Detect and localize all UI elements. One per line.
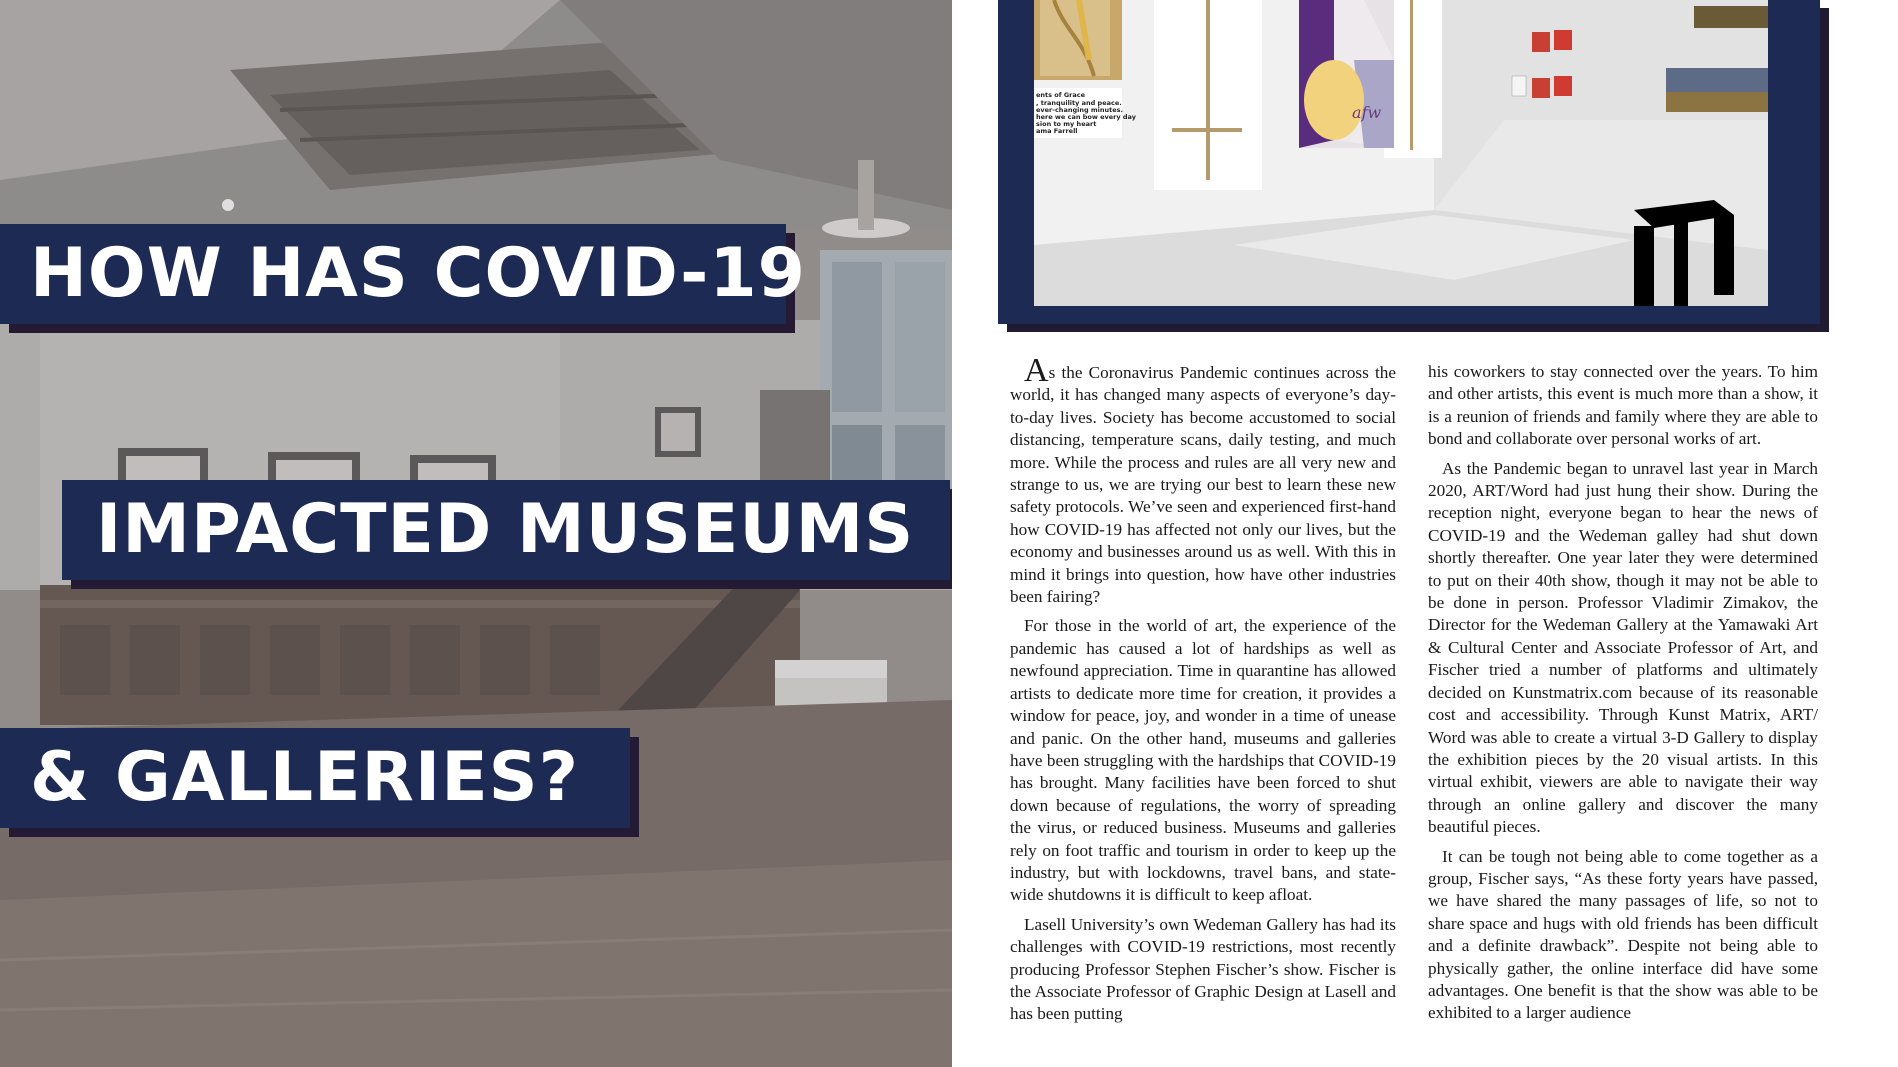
placard-line: , tranquility and peace. <box>1036 99 1122 107</box>
headline-line-3: & GALLERIES? <box>0 728 630 828</box>
article-paragraph: As the Pandemic began to unravel last year in March 2020, ART/Word had just hung their show. During the reception night, everyone began to hear the news of COVID-19 and the Wedeman galley had shut down shortly thereafter. One year later they were determined to put on their 40th show, though it may not be able to be done in person. Professor Vladimir Zimakov, the Director for the Wedeman Gallery at the Yamawaki Art & Cultural Center and Associate Professor of Art, and Fischer tried a number of platforms and ultimately decided on Kunstmatrix.com because of its reasonable cost and accessibility. Through Kunst Matrix, ART/ Word was able to create a virtual 3-D Gallery to display the exhibition pieces by the 20 visual artists. In this virtual exhibit, viewers are able to navigate their way through an online gallery and discover the many beautiful pieces. <box>1428 458 1818 837</box>
article-paragraph: his coworkers to stay connected over the years. To him and other artists, this event is much more than a show, it is a reunion of friends and family where they are able to bond and collaborate over personal works of art. <box>1428 362 1818 449</box>
article-paragraph: It can be tough not being able to come together as a group, Fischer says, “As these forty years have passed, we have shared the many passages of life, so not to share space and hugs with old friends has been difficult and a definite drawback”. Despite not being able to physically gather, the online interface did have some advantages. One benefit is that the show was able to be exhibited to a larger audience <box>1428 846 1818 1023</box>
placard-line: here we can bow every day <box>1036 113 1136 121</box>
article-paragraph: For those in the world of art, the experience of the pandemic has caused a lot of hardships as well as newfound appreciation. Time in quarantine has allowed artists to dedicate more time for creation, it provides a window for peace, joy, and wonder in a time of unease and panic. On the other hand, museums and galleries have been struggling with the hardships that COVID-19 has brought. Many facilities have been forced to shut down because of regulations, the worry of spreading the virus, or reduced business. Museums and galleries rely on foot traffic and tourism in order to keep up the industry, but with lockdowns, travel bans, and state-wide shutdowns it is difficult to keep afloat. <box>1010 616 1396 905</box>
headline-line-1: HOW HAS COVID-19 <box>0 224 786 324</box>
placard-line: ama Farrell <box>1036 127 1078 135</box>
article-paragraph: As the Coronavirus Pandemic continues across the world, it has changed many aspects of everyone’s day-to-day lives. Society has become accustomed to social distancing, temperature scans, daily testing, and much more. While the process and rules are all very new and strange to us, we are trying our best to learn these new safety protocols. We’ve seen and experienced first-hand how COVID-19 has affected not only our lives, but the economy and businesses around us as well. With this in mind it brings into question, how have other industries been fairing? <box>1010 352 1396 607</box>
placard-line: sion to my heart <box>1036 120 1097 128</box>
placard-line: ever-changing minutes. <box>1036 106 1123 114</box>
article-paragraph: Lasell University’s own Wedeman Gallery has had its challenges with COVID-19 restrictions, most recently producing Professor Stephen Fischer’s show. Fischer is the Associate Professor of Graphic Design at Lasell and has been putting <box>1010 914 1396 1024</box>
article-column-2 <box>1428 361 1818 1032</box>
drop-cap: A <box>1024 352 1049 389</box>
banner-text: afw <box>1352 103 1382 122</box>
headline-line-2: IMPACTED MUSEUMS <box>62 480 950 580</box>
article-column-1 <box>1010 352 1396 1033</box>
virtual-gallery-screenshot <box>1034 0 1768 306</box>
virtual-gallery-image-frame <box>998 0 1820 324</box>
placard-line: ents of Grace <box>1036 91 1086 99</box>
